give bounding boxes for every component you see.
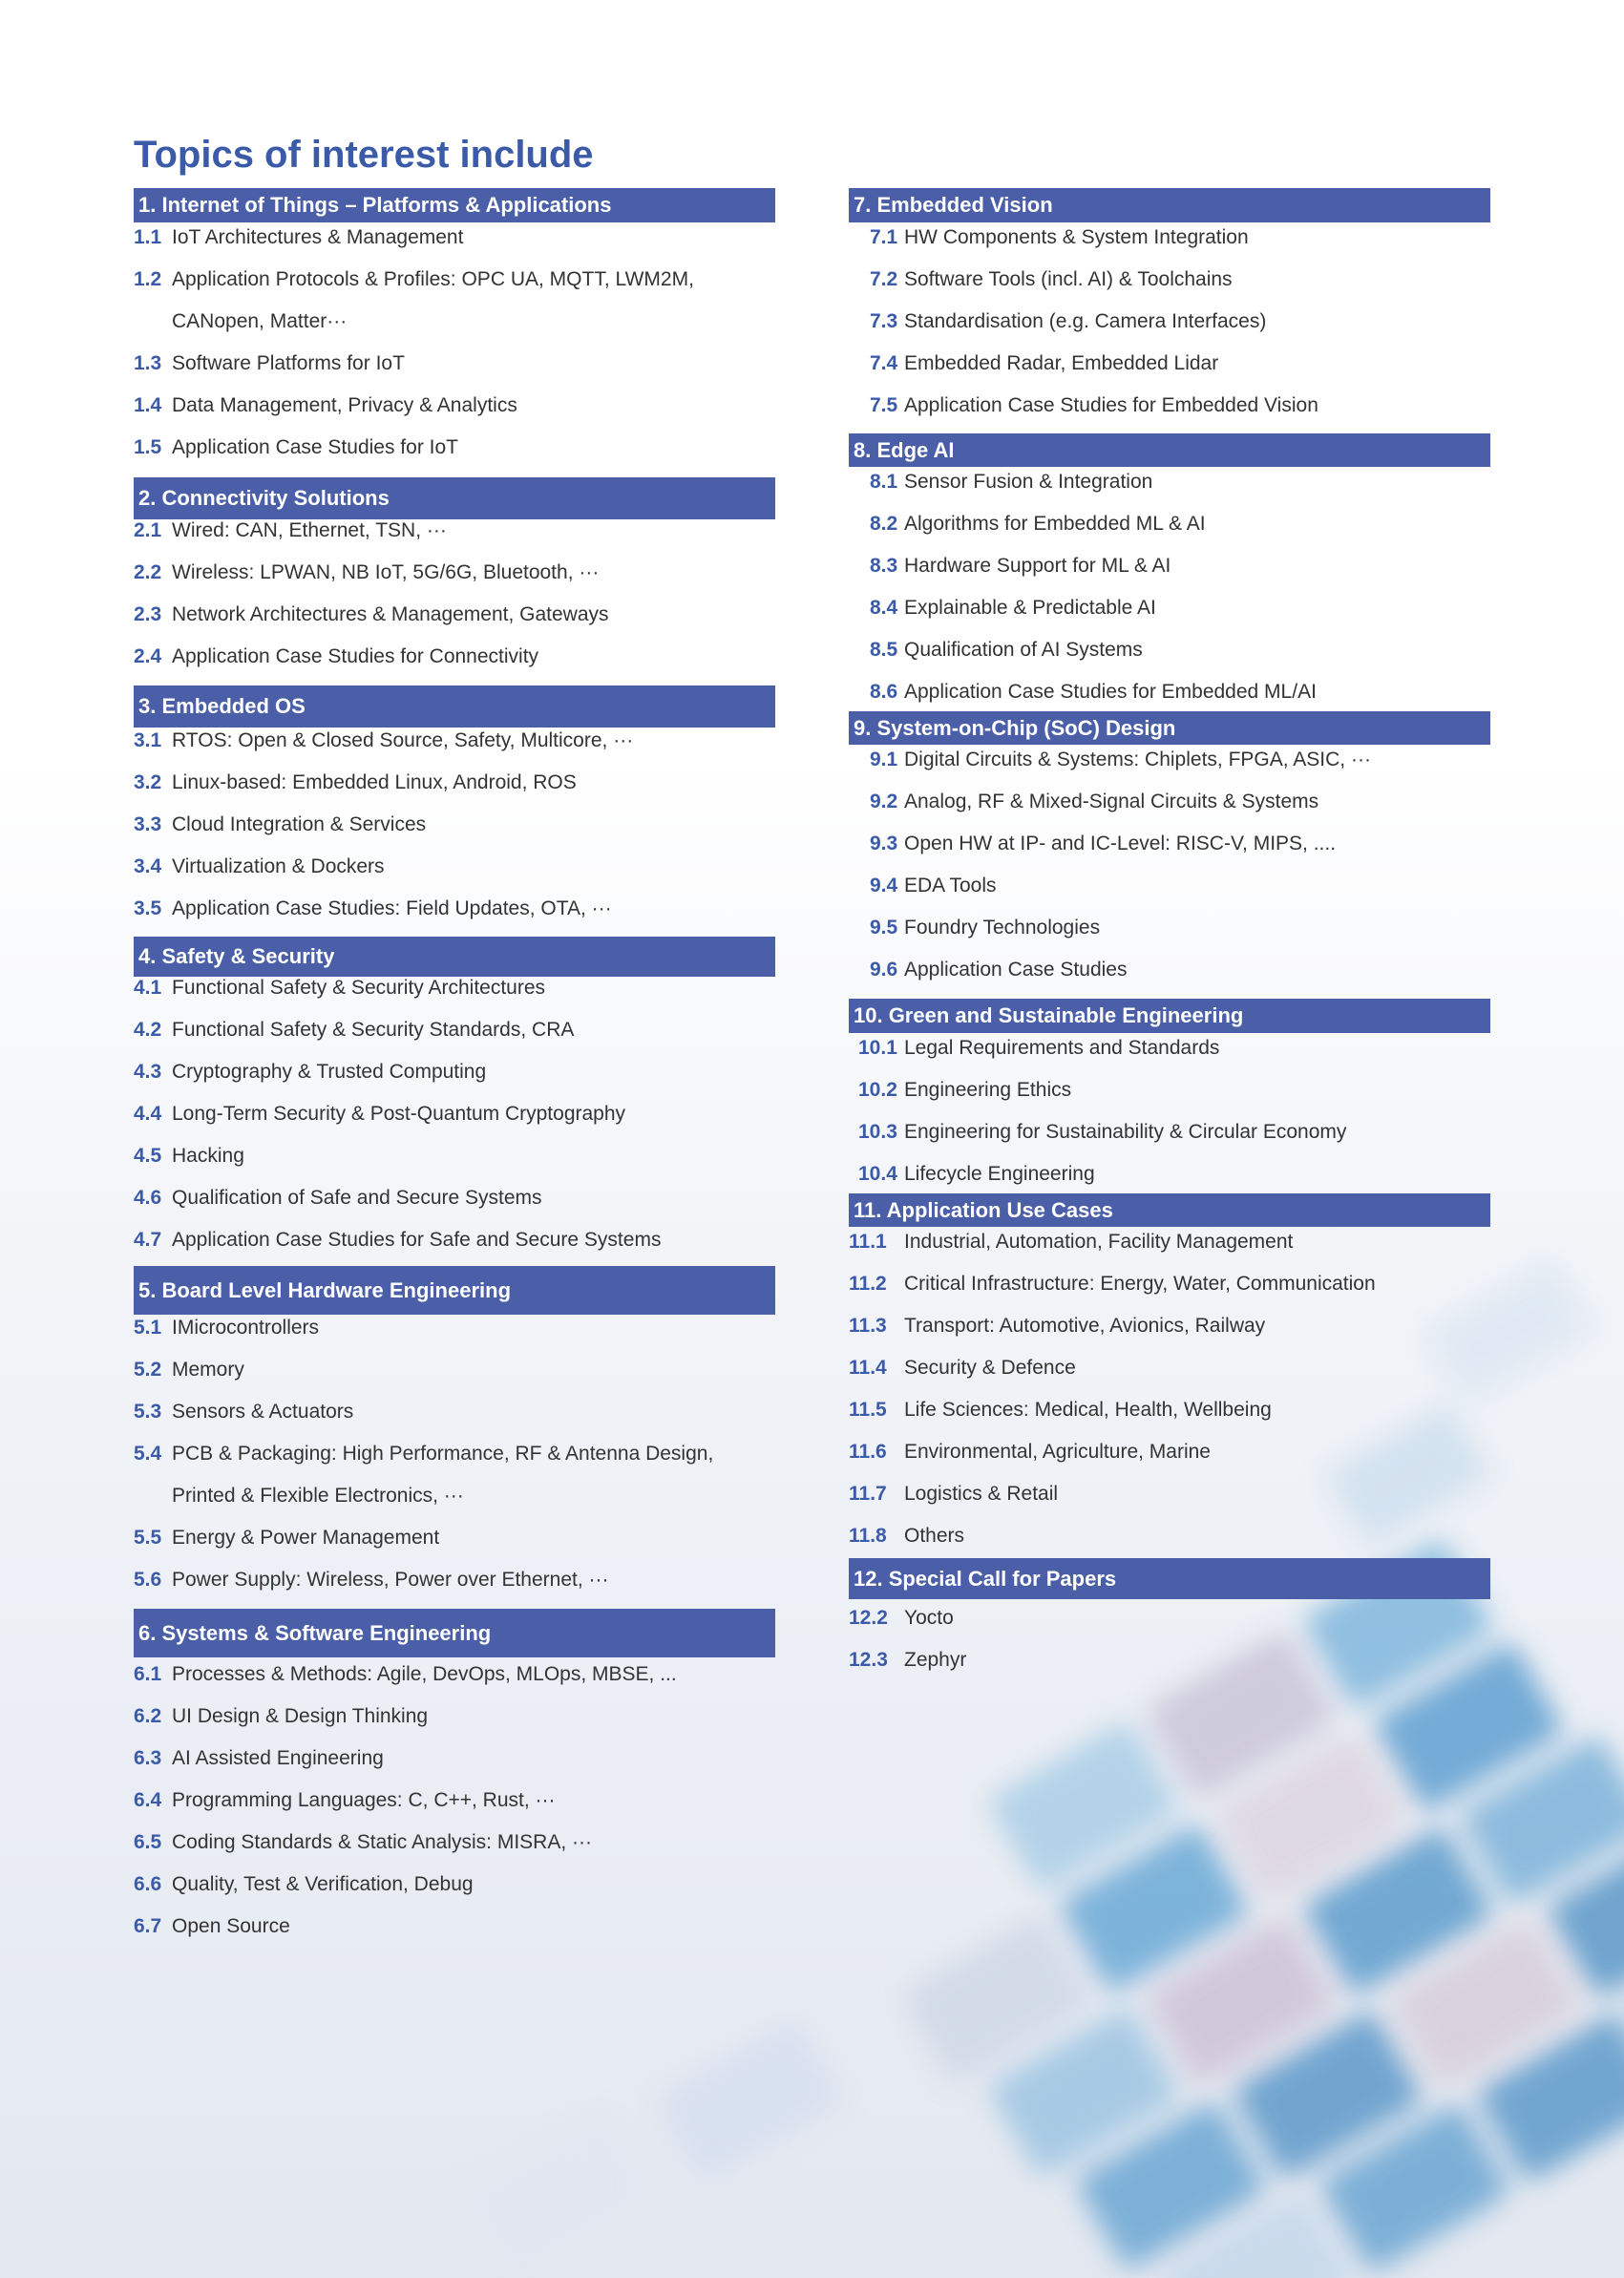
section-heading: 11. Application Use Cases [849, 1193, 1490, 1227]
topic-text: IMicrocontrollers [172, 1317, 320, 1339]
topic-item [134, 1696, 783, 1738]
topic-number: 9.6 [870, 959, 898, 981]
topic-number: 11.3 [849, 1315, 887, 1337]
topic-text: Standardisation (e.g. Camera Interfaces) [904, 310, 1267, 332]
topic-item [134, 594, 783, 636]
topic-text: Others [904, 1525, 965, 1547]
topic-number: 11.2 [849, 1273, 887, 1295]
topic-text: Zephyr [904, 1649, 967, 1671]
topic-text: Memory [172, 1359, 244, 1381]
topic-text: Sensors & Actuators [172, 1401, 354, 1423]
topic-text: AI Assisted Engineering [172, 1747, 384, 1769]
topic-item [134, 1093, 783, 1135]
topic-number: 7.5 [870, 394, 898, 416]
topic-item [849, 1431, 1498, 1473]
topic-number: 6.3 [134, 1747, 162, 1769]
topic-item [849, 385, 1498, 427]
topic-number: 8.6 [870, 681, 898, 703]
topic-text: Quality, Test & Verification, Debug [172, 1873, 474, 1895]
topic-item [134, 804, 783, 846]
topic-number: 7.2 [870, 268, 898, 290]
topic-text: Critical Infrastructure: Energy, Water, Communication [904, 1273, 1376, 1295]
topic-number: 6.4 [134, 1789, 162, 1811]
topic-item [134, 888, 783, 930]
topic-text: Embedded Radar, Embedded Lidar [904, 352, 1219, 374]
section-heading: 2. Connectivity Solutions [134, 477, 775, 519]
topic-text: Sensor Fusion & Integration [904, 471, 1153, 493]
topic-number: 3.2 [134, 771, 162, 793]
topic-item [134, 1307, 783, 1349]
topic-number: 6.2 [134, 1705, 162, 1727]
topic-number: 8.5 [870, 639, 898, 661]
topic-item [849, 949, 1498, 991]
topic-number: 9.4 [870, 875, 898, 896]
topic-text: Application Case Studies for Embedded ML/AI [904, 681, 1317, 703]
topic-number: 5.4 [134, 1443, 162, 1465]
topic-text-continuation: CANopen, Matter··· [172, 310, 348, 332]
topic-number: 5.1 [134, 1317, 162, 1339]
topic-number: 7.4 [870, 352, 898, 374]
topic-text: Energy & Power Management [172, 1527, 440, 1549]
topic-item [134, 1391, 783, 1433]
topic-number: 9.1 [870, 749, 898, 770]
topic-item [849, 1069, 1498, 1111]
topic-item [849, 1305, 1498, 1347]
topic-number: 10.3 [858, 1121, 897, 1143]
topic-item [849, 865, 1498, 907]
topic-text: Legal Requirements and Standards [904, 1037, 1220, 1059]
topic-number: 1.4 [134, 394, 162, 416]
topic-text: Application Case Studies for Safe and Secure Systems [172, 1229, 662, 1251]
topic-number: 11.8 [849, 1525, 887, 1547]
topic-item [134, 1135, 783, 1177]
topic-text: RTOS: Open & Closed Source, Safety, Multicore, ··· [172, 729, 634, 751]
topic-text: Linux-based: Embedded Linux, Android, ROS [172, 771, 577, 793]
topic-text: Industrial, Automation, Facility Management [904, 1231, 1294, 1253]
topic-item [849, 1597, 1498, 1639]
topic-number: 5.3 [134, 1401, 162, 1423]
topic-number: 4.4 [134, 1103, 162, 1125]
topic-text: Open Source [172, 1915, 290, 1937]
topic-text: Software Tools (incl. AI) & Toolchains [904, 268, 1233, 290]
topic-text: Long-Term Security & Post-Quantum Cryptography [172, 1103, 626, 1125]
topic-text: Data Management, Privacy & Analytics [172, 394, 517, 416]
topic-text: HW Components & System Integration [904, 226, 1249, 248]
topic-text: Hardware Support for ML & AI [904, 555, 1171, 577]
topic-item [134, 385, 783, 427]
topic-item [134, 1780, 783, 1822]
topic-item [134, 552, 783, 594]
topic-number: 1.3 [134, 352, 162, 374]
topic-number: 8.2 [870, 513, 898, 535]
topic-number: 9.3 [870, 833, 898, 854]
topic-number: 11.5 [849, 1399, 887, 1421]
topic-number: 2.2 [134, 561, 162, 583]
topic-text: IoT Architectures & Management [172, 226, 464, 248]
topic-item [849, 259, 1498, 301]
topic-item [849, 671, 1498, 713]
topic-text: Application Protocols & Profiles: OPC UA, MQTT, LWM2M, [172, 268, 694, 290]
topic-text: Functional Safety & Security Architectures [172, 977, 546, 999]
topic-number: 11.6 [849, 1441, 887, 1463]
topic-number: 6.1 [134, 1663, 162, 1685]
topic-item [134, 720, 783, 762]
topic-item [134, 510, 783, 552]
topic-text: Qualification of Safe and Secure Systems [172, 1187, 542, 1209]
topic-item [849, 739, 1498, 781]
topic-item [134, 967, 783, 1009]
topic-item [134, 1906, 783, 1948]
topic-number: 5.5 [134, 1527, 162, 1549]
topic-number: 4.3 [134, 1061, 162, 1083]
topic-number: 12.3 [849, 1649, 888, 1671]
section-heading: 7. Embedded Vision [849, 188, 1490, 222]
topic-number: 6.7 [134, 1915, 162, 1937]
topic-text: Application Case Studies for IoT [172, 436, 458, 458]
topic-item [849, 1515, 1498, 1557]
topic-number: 8.4 [870, 597, 898, 619]
topic-text: Qualification of AI Systems [904, 639, 1143, 661]
topic-item [849, 1473, 1498, 1515]
section-heading: 9. System-on-Chip (SoC) Design [849, 711, 1490, 745]
section-heading: 10. Green and Sustainable Engineering [849, 999, 1490, 1033]
topic-number: 11.1 [849, 1231, 887, 1253]
topic-number: 1.1 [134, 226, 162, 248]
topic-text: Coding Standards & Static Analysis: MISRA, ··· [172, 1831, 593, 1853]
topic-item [849, 217, 1498, 259]
topic-item [134, 427, 783, 469]
topic-item [849, 823, 1498, 865]
topic-item [849, 781, 1498, 823]
topic-item [849, 1153, 1498, 1195]
section-heading: 8. Edge AI [849, 433, 1490, 467]
topic-number: 10.1 [858, 1037, 897, 1059]
topic-text: EDA Tools [904, 875, 997, 896]
topic-number: 1.5 [134, 436, 162, 458]
topic-text: Foundry Technologies [904, 917, 1101, 939]
section-heading: 6. Systems & Software Engineering [134, 1609, 775, 1657]
topic-text: Engineering for Sustainability & Circular Economy [904, 1121, 1347, 1143]
topic-text: Yocto [904, 1607, 954, 1629]
topic-item [849, 1111, 1498, 1153]
topic-text: Logistics & Retail [904, 1483, 1059, 1505]
topic-item [849, 1221, 1498, 1263]
topic-number: 10.2 [858, 1079, 897, 1101]
topic-number: 3.3 [134, 813, 162, 835]
topic-number: 4.5 [134, 1145, 162, 1167]
topic-item [134, 1738, 783, 1780]
topic-number: 3.1 [134, 729, 162, 751]
topic-item [134, 1517, 783, 1559]
topic-number: 6.6 [134, 1873, 162, 1895]
topic-text: Environmental, Agriculture, Marine [904, 1441, 1211, 1463]
topic-number: 8.3 [870, 555, 898, 577]
topic-item [134, 1349, 783, 1391]
topic-item [134, 1219, 783, 1261]
topic-item [849, 587, 1498, 629]
topic-number: 2.4 [134, 645, 162, 667]
topic-text: Functional Safety & Security Standards, CRA [172, 1019, 575, 1041]
topic-item [134, 259, 783, 343]
topic-text: Cloud Integration & Services [172, 813, 427, 835]
topic-item [849, 503, 1498, 545]
topic-item [134, 1009, 783, 1051]
topic-item [849, 301, 1498, 343]
topic-text: Digital Circuits & Systems: Chiplets, FPGA, ASIC, ··· [904, 749, 1371, 770]
topic-item [134, 1051, 783, 1093]
topic-item [849, 1639, 1498, 1681]
topic-number: 5.6 [134, 1569, 162, 1591]
topic-item [849, 1389, 1498, 1431]
topic-item [849, 1027, 1498, 1069]
page-title: Topics of interest include [134, 134, 594, 176]
topic-item [134, 343, 783, 385]
topic-text: Security & Defence [904, 1357, 1076, 1379]
topic-number: 12.2 [849, 1607, 888, 1629]
topic-item [134, 1822, 783, 1864]
topic-text: Application Case Studies for Connectivity [172, 645, 539, 667]
topic-text: Hacking [172, 1145, 244, 1167]
section-heading: 5. Board Level Hardware Engineering [134, 1266, 775, 1315]
topic-text: Transport: Automotive, Avionics, Railway [904, 1315, 1266, 1337]
topic-item [849, 1347, 1498, 1389]
topic-item [134, 1864, 783, 1906]
topic-text: Processes & Methods: Agile, DevOps, MLOps, MBSE, ... [172, 1663, 677, 1685]
topic-number: 7.3 [870, 310, 898, 332]
topic-text: Life Sciences: Medical, Health, Wellbeing [904, 1399, 1272, 1421]
topic-text: Lifecycle Engineering [904, 1163, 1095, 1185]
topic-item [849, 545, 1498, 587]
section-heading: 4. Safety & Security [134, 937, 775, 977]
topic-text: Wireless: LPWAN, NB IoT, 5G/6G, Bluetooth, ··· [172, 561, 600, 583]
topic-number: 1.2 [134, 268, 162, 290]
topic-number: 2.1 [134, 519, 162, 541]
topic-text: Network Architectures & Management, Gateways [172, 603, 609, 625]
topic-number: 2.3 [134, 603, 162, 625]
topic-number: 5.2 [134, 1359, 162, 1381]
topic-text: Programming Languages: C, C++, Rust, ··· [172, 1789, 556, 1811]
topic-number: 11.4 [849, 1357, 887, 1379]
topic-text: Application Case Studies for Embedded Vision [904, 394, 1318, 416]
topic-item [134, 217, 783, 259]
topic-item [134, 1177, 783, 1219]
topic-number: 4.7 [134, 1229, 162, 1251]
section-heading: 12. Special Call for Papers [849, 1558, 1490, 1599]
topic-text: Engineering Ethics [904, 1079, 1072, 1101]
topic-text: PCB & Packaging: High Performance, RF & Antenna Design, [172, 1443, 714, 1465]
topic-item [134, 762, 783, 804]
topic-item [849, 629, 1498, 671]
topic-item [849, 343, 1498, 385]
topic-text: Wired: CAN, Ethernet, TSN, ··· [172, 519, 447, 541]
topic-item [134, 1654, 783, 1696]
topic-item [849, 1263, 1498, 1305]
topic-text: Cryptography & Trusted Computing [172, 1061, 487, 1083]
section-heading: 1. Internet of Things – Platforms & Applications [134, 188, 775, 222]
topic-number: 3.4 [134, 855, 162, 877]
topic-number: 4.2 [134, 1019, 162, 1041]
section-heading: 3. Embedded OS [134, 686, 775, 728]
topic-item [134, 1433, 783, 1517]
topic-text: Analog, RF & Mixed-Signal Circuits & Systems [904, 791, 1319, 812]
topic-number: 4.6 [134, 1187, 162, 1209]
topic-item [134, 636, 783, 678]
topic-text: Explainable & Predictable AI [904, 597, 1156, 619]
topic-text: Application Case Studies: Field Updates, OTA, ··· [172, 897, 612, 919]
topic-text: Power Supply: Wireless, Power over Ethernet, ··· [172, 1569, 609, 1591]
topic-number: 7.1 [870, 226, 898, 248]
topic-text-continuation: Printed & Flexible Electronics, ··· [172, 1485, 464, 1507]
topic-text: Algorithms for Embedded ML & AI [904, 513, 1206, 535]
topic-text: Open HW at IP- and IC-Level: RISC-V, MIPS, .... [904, 833, 1337, 854]
topic-text: Software Platforms for IoT [172, 352, 405, 374]
topic-number: 10.4 [858, 1163, 897, 1185]
topic-text: UI Design & Design Thinking [172, 1705, 429, 1727]
topic-item [134, 846, 783, 888]
topic-number: 4.1 [134, 977, 162, 999]
topic-number: 3.5 [134, 897, 162, 919]
topic-number: 6.5 [134, 1831, 162, 1853]
topic-item [134, 1559, 783, 1601]
topic-item [849, 461, 1498, 503]
topic-number: 9.5 [870, 917, 898, 939]
topic-text: Application Case Studies [904, 959, 1128, 981]
topic-number: 8.1 [870, 471, 898, 493]
topic-item [849, 907, 1498, 949]
topic-text: Virtualization & Dockers [172, 855, 385, 877]
topic-number: 9.2 [870, 791, 898, 812]
topic-number: 11.7 [849, 1483, 887, 1505]
